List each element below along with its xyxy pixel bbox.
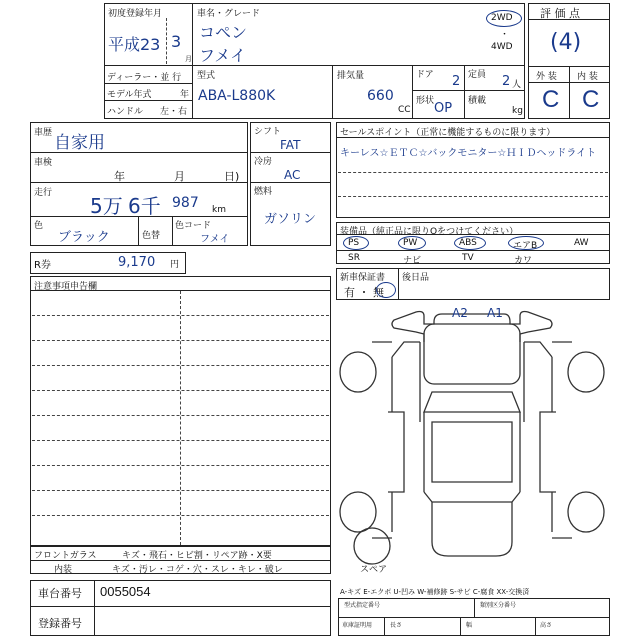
inspection-month: 月: [174, 170, 185, 183]
rating-score: (4): [550, 30, 582, 55]
top-info-box: [104, 3, 525, 119]
shape-label: 形状: [416, 96, 435, 106]
chassis-label: 車台番号: [38, 587, 82, 600]
exterior-label: 外 装: [536, 72, 557, 82]
color-value: ブラック: [58, 230, 110, 245]
grade: フメイ: [199, 46, 247, 65]
ac-value: AC: [284, 168, 301, 182]
equip-abs: ABS: [459, 238, 477, 248]
capacity-label: 定員: [468, 70, 487, 80]
sales-point-label: セールスポイント（正常に機能するものに限ります）: [340, 128, 556, 138]
interior-label: 内 装: [577, 72, 598, 82]
shift-label: シフト: [254, 127, 282, 137]
equip-aw: AW: [574, 238, 589, 248]
shift-value: FAT: [280, 138, 301, 152]
mileage-rest: 987: [172, 195, 199, 211]
first-reg-label: 初度登録年月: [108, 9, 163, 19]
mileage-man: 5万: [90, 194, 123, 218]
equip-tv: TV: [462, 253, 474, 263]
kg-unit: kg: [512, 106, 523, 116]
equip-sr: SR: [348, 253, 360, 263]
model-value: ABA-L880K: [198, 88, 276, 104]
damage-legend: A-キズ E-エクボ U-凹み W-補修跡 S-サビ C-腐食 XX-交換済: [340, 588, 530, 596]
model-year-label: モデル年式: [107, 90, 152, 100]
warranty-label: 新車保証書: [340, 273, 386, 283]
inspection-day: 日): [224, 170, 240, 183]
equip-airbag: エアB: [513, 241, 538, 251]
door-value: 2: [452, 74, 461, 89]
height-label: 高さ: [540, 622, 553, 629]
color-code-value: フメイ: [200, 234, 230, 245]
mileage-sen: 6千: [128, 194, 161, 218]
cc-unit: CC: [398, 105, 411, 115]
warranty-value: 有 ・ 無: [344, 286, 384, 299]
reg-label: 登録番号: [38, 617, 82, 630]
recycle-unit: 円: [170, 260, 180, 270]
displacement-label: 排気量: [337, 71, 365, 81]
month-unit: 月: [185, 55, 192, 63]
registered-label: 後日品: [402, 273, 430, 283]
handle-value: 左・右: [160, 107, 188, 117]
mileage-label: 走行: [34, 188, 53, 198]
usage-label: 車歴: [34, 128, 53, 138]
inspection-label: 車検: [34, 158, 53, 168]
drive-dot: ・: [500, 30, 510, 40]
damage-mark-a2: A2: [452, 306, 468, 320]
usage-value: 自家用: [54, 133, 105, 153]
capacity-value: 2: [502, 74, 511, 89]
inspection-year: 年: [114, 170, 125, 183]
first-reg-month: 3: [171, 32, 182, 51]
windshield-text: キズ・飛石・ヒビ割・リペア跡・X要: [122, 551, 272, 561]
equip-pw: PW: [403, 238, 418, 248]
windshield-label: フロントガラス: [34, 551, 97, 561]
equip-ps: PS: [348, 238, 360, 248]
equip-leather: カワ: [514, 256, 533, 266]
notes-label: 注意事項申告欄: [34, 282, 98, 292]
load-label: 積載: [468, 96, 487, 106]
year-unit: 年: [180, 90, 190, 100]
interior-value: C: [582, 86, 600, 113]
color-label: 色: [34, 221, 44, 231]
interior-label: 内装: [54, 565, 73, 575]
equip-navi: ナビ: [403, 256, 422, 266]
spare-label: スペア: [360, 565, 388, 575]
chassis-value: 0055054: [100, 584, 151, 599]
capacity-unit: 人: [512, 80, 522, 90]
interior-text: キズ・汚レ・コゲ・穴・スレ・キレ・破レ: [112, 565, 283, 575]
fuel-label: 燃料: [254, 187, 273, 197]
drive-2wd: 2WD: [491, 13, 513, 23]
equipment-label: 装備品（純正品に限りOをつけてください）: [340, 227, 519, 237]
recycle-value: 9,170: [118, 255, 156, 270]
class-label: 類別区分番号: [480, 602, 517, 609]
first-reg-era: 平成23: [108, 35, 161, 54]
fuel-value: ガソリン: [264, 212, 317, 227]
displacement-value: 660: [367, 88, 394, 104]
color-change-label: 色替: [142, 231, 161, 241]
color-code-label: 色コード: [175, 221, 212, 231]
damage-mark-a1: A1: [487, 306, 503, 320]
exterior-value: C: [542, 86, 560, 113]
recycle-label: R券: [34, 260, 51, 271]
door-label: ドア: [416, 70, 434, 80]
recycle-box: [30, 252, 186, 274]
name-grade-label: 車名・グレード: [197, 9, 261, 19]
car-name: コペン: [199, 23, 248, 42]
drive-4wd: 4WD: [491, 42, 513, 52]
rating-label: 評 価 点: [540, 7, 580, 20]
sales-point-text: キーレス☆ＥＴＣ☆バックモニター☆ＨＩＤヘッドライト: [340, 148, 597, 159]
length-label: 長さ: [390, 622, 403, 629]
model-label: 型式: [197, 71, 216, 81]
car-diagram: [332, 302, 612, 582]
dim-label: 車庫証明用: [342, 622, 373, 629]
km-unit: km: [212, 205, 226, 215]
shape-value: OP: [434, 101, 453, 116]
handle-label: ハンドル: [107, 107, 144, 117]
width-label: 幅: [466, 622, 473, 629]
ac-label: 冷房: [254, 157, 273, 167]
model-cert-label: 型式指定番号: [344, 602, 381, 609]
dealer-label: ディーラー・並 行: [107, 73, 182, 83]
